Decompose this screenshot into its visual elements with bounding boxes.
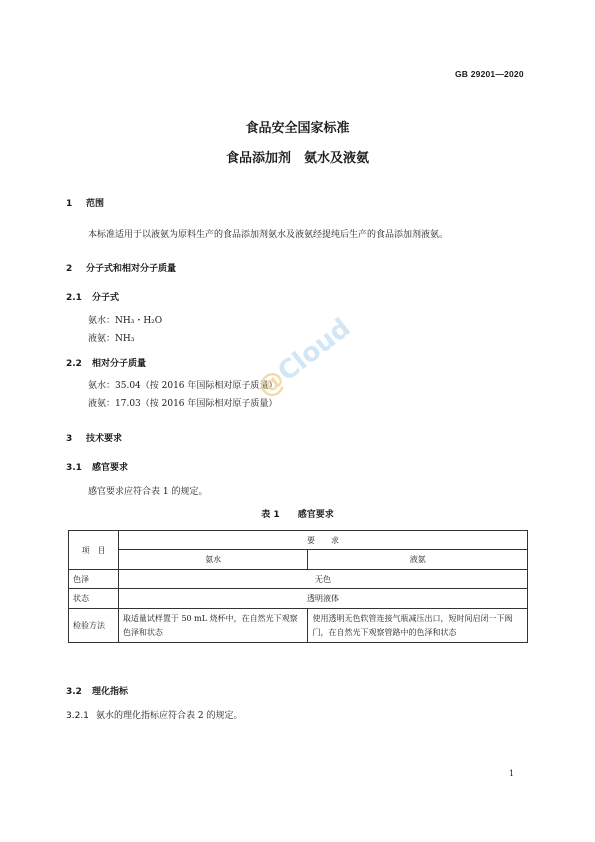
watermark-prefix: @ [252,363,291,404]
section-title: 技术要求 [86,434,123,444]
section-body-text: 氨水的理化指标应符合表 2 的规定。 [96,711,243,721]
section-number: 2.1 [66,293,82,303]
table-cell-item: 色泽 [69,570,119,589]
section-2-2-heading [66,356,146,369]
formula-ammonia-water: 氨水：NH₃・H₂O [88,316,163,326]
section-title: 范围 [86,199,105,209]
table-cell-ammonia-water-method: 取适量试样置于 50 mL 烧杯中，在自然光下观察色泽和状态 [118,609,308,643]
table-cell-value: 无色 [118,570,527,589]
table-row [69,570,528,589]
section-3-1-heading [66,460,128,473]
section-3-1-body: 感官要求应符合表 1 的规定。 [88,487,208,497]
table-header-requirement: 要 求 [118,531,527,550]
table-cell-item: 检验方法 [69,609,119,643]
watermark-text: Cloud [272,312,357,388]
section-3-2-heading [66,684,128,697]
section-title: 感官要求 [92,463,129,473]
standard-number: GB 29201—2020 [455,69,524,79]
table-cell-item: 状态 [69,589,119,609]
table-header-ammonia-water: 氨水 [118,550,308,570]
section-number: 3.2.1 [66,711,89,721]
section-title: 分子式 [92,293,120,303]
section-number: 3.1 [66,463,82,473]
mass-ammonia-water: 氨水：35.04（按 2016 年国际相对原子质量） [88,381,278,391]
section-1-body: 本标准适用于以液氨为原料生产的食品添加剂氨水及液氨经提纯后生产的食品添加剂液氨。 [88,230,449,240]
page-number: 1 [509,769,515,778]
section-number: 2.2 [66,359,82,369]
section-3-2-1-body [66,708,242,721]
document-subtitle: 食品添加剂 氨水及液氨 [225,151,369,166]
mass-liquid-ammonia: 液氨：17.03（按 2016 年国际相对原子质量） [88,399,278,409]
table-header-liquid-ammonia: 液氨 [308,550,528,570]
formula-liquid-ammonia: 液氨：NH₃ [88,334,135,344]
table-cell-value: 透明液体 [118,589,527,609]
section-title: 相对分子质量 [92,359,147,369]
table-1-caption: 表 1 感官要求 [261,510,334,520]
section-1-heading [66,196,104,209]
section-3-heading [66,431,122,444]
section-title: 理化指标 [92,687,129,697]
section-number: 2 [66,264,73,274]
section-title: 分子式和相对分子质量 [86,264,177,274]
table-row [69,589,528,609]
section-2-heading [66,261,176,274]
table-row [69,609,528,643]
table-cell-liquid-ammonia-method: 使用透明无色软管连接气瓶减压出口，短时间启闭一下阀门，在自然光下观察管路中的色泽和状态 [308,609,528,643]
section-number: 3 [66,434,73,444]
section-number: 1 [66,199,73,209]
document-title: 食品安全国家标准 [245,121,350,136]
table-1 [68,530,528,643]
watermark-logo [252,313,356,404]
table-header-item: 项 目 [69,531,119,570]
section-number: 3.2 [66,687,82,697]
section-2-1-heading [66,290,119,303]
